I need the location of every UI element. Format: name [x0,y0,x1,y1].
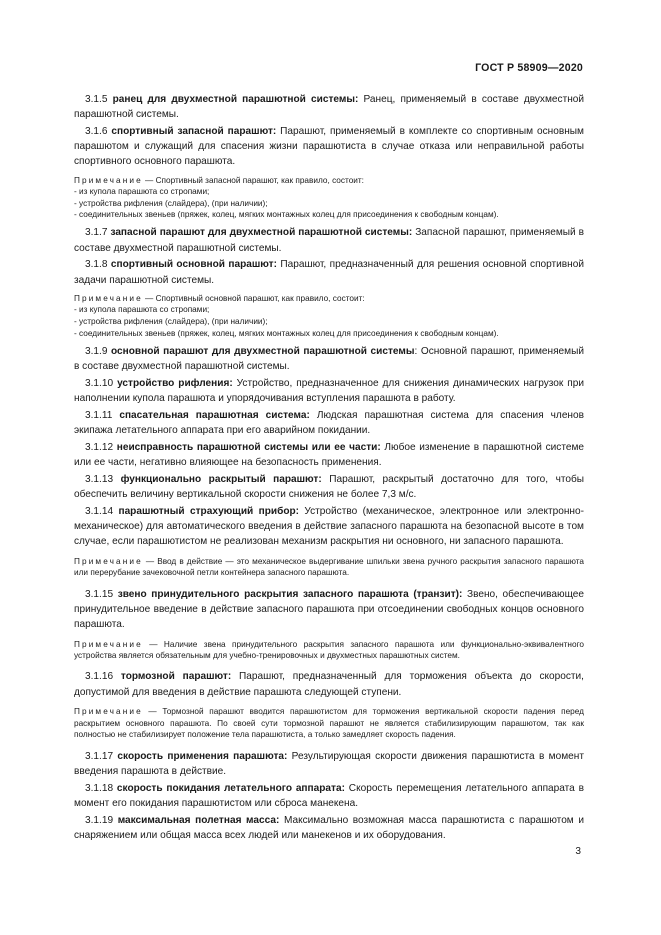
document-body [74,92,584,845]
note-item: - соединительных звеньев (пряжек, колец, мягких монтажных колец для присоединения к свободным концам). [74,210,499,220]
note-lead: Примечание — Спортивный основной парашют, как правило, состоит: [74,293,365,303]
page-number: 3 [575,846,581,857]
note-block [74,175,584,221]
term-3-1-8: 3.1.8 спортивный основной парашют: Парашют, предназначенный для решения основной спортивной задачи парашютной системы. [74,259,584,286]
term-3-1-12: 3.1.12 неисправность парашютной системы или ее части: Любое изменение в парашютной системе или ее части, негативно влияющее на безопасность применения. [74,441,584,468]
term-3-1-16: 3.1.16 тормозной парашют: Парашют, предназначенный для торможения объекта до скорости, допустимой для введения в действие парашюта следующей ступени. [74,671,584,698]
term-3-1-7: 3.1.7 запасной парашют для двухместной парашютной системы: Запасной парашют, применяемый в составе двухместной парашютной системы. [74,227,585,254]
term-3-1-15: 3.1.15 звено принудительного раскрытия запасного парашюта (транзит): Звено, обеспечивающее принудительное введение в действие запасного парашюта при отсоединении свободных концов основного парашюта. [74,588,584,630]
note-lead: Примечание — Спортивный запасной парашют, как правило, состоит: [74,175,364,185]
term-3-1-9: 3.1.9 основной парашют для двухместной парашютной системы: Основной парашют, применяемый в составе двухместной парашютной системы. [74,345,585,372]
note-item: - соединительных звеньев (пряжек, колец, мягких монтажных колец для присоединения к свободным концам). [74,328,499,338]
note-block [74,556,584,579]
term-3-1-13: 3.1.13 функционально раскрытый парашют: Парашют, раскрытый достаточно для того, чтобы обеспечить величину вертикальной скорости снижения не более 7,3 м/с. [74,473,585,500]
note-text: Примечание — Ввод в действие — это механическое выдергивание шпильки звена ручного раскрытия запасного парашюта или перерубание зачековочной петли контейнера запасного парашюта. [74,556,584,578]
term-3-1-19: 3.1.19 максимальная полетная масса: Максимально возможная масса парашютиста с парашютом и снаряжением или общая масса всех людей или манекенов и их оборудования. [74,814,584,841]
note-block [74,639,584,662]
term-3-1-5: 3.1.5 ранец для двухместной парашютной системы: Ранец, применяемый в составе двухместной парашютной системы. [74,94,585,121]
term-3-1-10: 3.1.10 устройство рифления: Устройство, предназначенное для снижения динамических нагрузок при наполнении купола парашюта и упорядочивания вступления парашюта в работу. [74,377,585,404]
term-3-1-11: 3.1.11 спасательная парашютная система: Людская парашютная система для спасения членов экипажа летательного аппарата при его аварийном покидании. [74,409,584,436]
note-text: Примечание — Тормозной парашют вводится парашютистом для торможения вертикальной скорости падения перед раскрытием основного парашюта. По своей сути тормозной парашют не является стабилизирующим парашютом, так как полностью не стабилизирует положение тела парашютиста, а только замедляет скорость падения. [74,707,584,740]
term-3-1-18: 3.1.18 скорость покидания летательного аппарата: Скорость перемещения летательного аппарата в момент его покидания парашютистом или сброса манекена. [74,782,584,809]
note-block [74,293,584,339]
term-3-1-6: 3.1.6 спортивный запасной парашют: Парашют, применяемый в комплекте со спортивным основным парашютом и служащий для спасения жизни парашютиста в случае отказа или неправильной работы спортивного основного парашюта. [74,126,584,168]
note-text: Примечание — Наличие звена принудительного раскрытия запасного парашюта или функционально-эквивалентного устройства является обязательным для учебно-тренировочных и двухместных парашютных систем. [74,639,584,661]
note-item: - из купола парашюта со стропами; [74,305,210,315]
note-item: - устройства рифления (слайдера), (при наличии); [74,198,268,208]
note-item: - из купола парашюта со стропами; [74,187,210,197]
term-3-1-14: 3.1.14 парашютный страхующий прибор: Устройство (механическое, электронное или электронно-механическое) для автоматического введения в действие запасного парашюта на безопасной высоте в том случае, если парашютистом не реализован механизм раскрытия ни основного, ни запасного парашюта. [74,505,584,548]
standard-designation: ГОСТ Р 58909—2020 [475,62,583,74]
note-block [74,706,584,741]
term-3-1-17: 3.1.17 скорость применения парашюта: Результирующая скорости движения парашютиста в момент введения парашюта в действие. [74,750,584,777]
note-item: - устройства рифления (слайдера), (при наличии); [74,317,268,327]
